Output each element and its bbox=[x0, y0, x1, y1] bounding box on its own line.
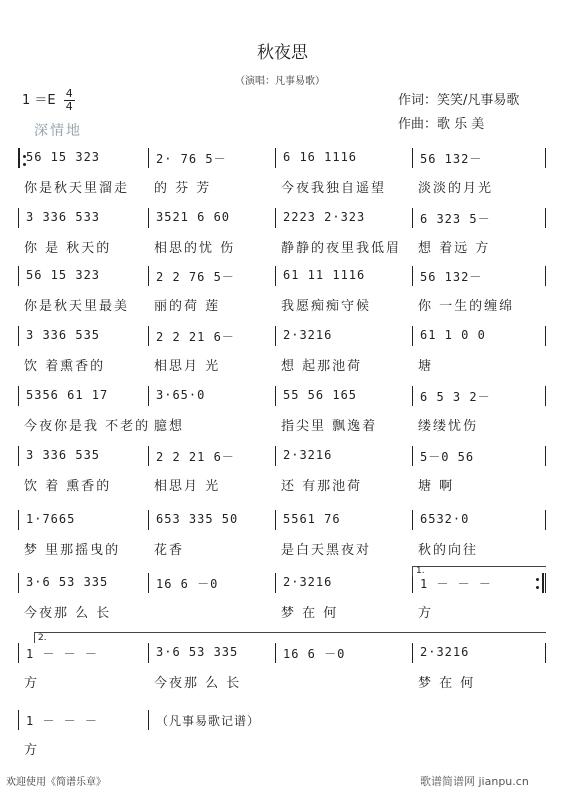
barline bbox=[545, 510, 546, 530]
measure-lyrics: 你是秋天里溜走 bbox=[24, 181, 130, 196]
barline bbox=[412, 266, 413, 286]
singer-credit: （演唱：凡事易歌） bbox=[235, 76, 325, 87]
measure-lyrics: 的 芬 芳 bbox=[154, 181, 212, 196]
barline bbox=[545, 208, 546, 228]
mood-marking: 深情地 bbox=[34, 123, 82, 139]
barline bbox=[545, 266, 546, 286]
measure-notes: 5356 61 17 bbox=[26, 388, 109, 402]
measure-notes: 1 － － － bbox=[420, 577, 492, 591]
measure-lyrics: 淡淡的月光 bbox=[418, 181, 494, 196]
measure-notes: 16 6 －0 bbox=[283, 647, 346, 661]
measure-notes: 2·3216 bbox=[283, 328, 333, 342]
barline bbox=[275, 326, 276, 346]
measure-notes: 3 336 533 bbox=[26, 210, 101, 224]
footer-right: 歌谱简谱网 jianpu.cn bbox=[420, 775, 529, 788]
barline bbox=[148, 266, 149, 286]
measure-notes: 3 336 535 bbox=[26, 328, 101, 342]
measure-lyrics: 方 bbox=[24, 743, 40, 758]
measure-notes: 2· 76 5－ bbox=[156, 152, 227, 166]
measure-lyrics: 静静的夜里我低眉 bbox=[281, 241, 402, 256]
measure-notes: 2 2 21 6－ bbox=[156, 450, 235, 464]
barline bbox=[275, 510, 276, 530]
barline bbox=[148, 386, 149, 406]
measure-notes: 3·65·0 bbox=[156, 388, 206, 402]
measure-notes: 56 15 323 bbox=[26, 150, 101, 164]
barline bbox=[18, 208, 19, 228]
measure-lyrics: 塘 bbox=[418, 359, 434, 374]
measure-notes: 6 5 3 2－ bbox=[420, 390, 491, 404]
measure-lyrics: 你 是 秋天的 bbox=[24, 241, 112, 256]
measure-lyrics: 梦 里那摇曳的 bbox=[24, 543, 121, 558]
measure-lyrics: 想 起那池荷 bbox=[281, 359, 363, 374]
measure-lyrics: 梦 在 何 bbox=[281, 606, 339, 621]
measure-notes: 2 2 21 6－ bbox=[156, 330, 235, 344]
measure-lyrics: 是白天黑夜对 bbox=[281, 543, 372, 558]
barline bbox=[412, 446, 413, 466]
measure-lyrics: 指尖里 飘逸着 bbox=[281, 419, 378, 434]
repeat-dot bbox=[23, 163, 26, 166]
repeat-dot bbox=[536, 578, 539, 581]
key-label: 1 ＝E bbox=[22, 93, 56, 108]
barline bbox=[412, 148, 413, 168]
barline bbox=[148, 573, 149, 593]
measure-notes: 5561 76 bbox=[283, 512, 341, 526]
measure-notes: 1·7665 bbox=[26, 512, 76, 526]
measure-notes: 2223 2·323 bbox=[283, 210, 366, 224]
measure-notes: 55 56 165 bbox=[283, 388, 358, 402]
measure-lyrics: 你 一生的缠绵 bbox=[418, 299, 515, 314]
measure-notes: 3 336 535 bbox=[26, 448, 101, 462]
composer-credit: 作曲：歌 乐 美 bbox=[398, 117, 485, 132]
measure-lyrics: 花香 bbox=[154, 543, 185, 558]
measure-notes: 6 16 1116 bbox=[283, 150, 358, 164]
barline bbox=[275, 643, 276, 663]
volta-first-label: 1. bbox=[416, 566, 425, 576]
barline bbox=[412, 386, 413, 406]
volta-second-label: 2. bbox=[38, 633, 47, 643]
barline bbox=[545, 386, 546, 406]
measure-notes: 3521 6 60 bbox=[156, 210, 231, 224]
measure-notes: 61 11 1116 bbox=[283, 268, 366, 282]
measure-notes: 2 2 76 5－ bbox=[156, 270, 235, 284]
barline bbox=[18, 148, 20, 168]
time-bottom: 4 bbox=[65, 100, 73, 113]
measure-notes: 6532·0 bbox=[420, 512, 470, 526]
measure-notes: 3·6 53 335 bbox=[156, 645, 239, 659]
barline bbox=[18, 710, 19, 730]
barline bbox=[18, 573, 19, 593]
barline bbox=[275, 208, 276, 228]
key-signature bbox=[22, 88, 75, 113]
barline bbox=[412, 208, 413, 228]
barline bbox=[545, 446, 546, 466]
measure-notes: 2·3216 bbox=[283, 448, 333, 462]
barline bbox=[275, 148, 276, 168]
measure-notes: 1 － － － bbox=[26, 714, 98, 728]
barline bbox=[148, 710, 149, 730]
measure-notes: 653 335 50 bbox=[156, 512, 239, 526]
measure-lyrics: 秋的向往 bbox=[418, 543, 479, 558]
repeat-dot bbox=[23, 155, 26, 158]
measure-notes: 1 － － － bbox=[26, 647, 98, 661]
measure-notes: 56 15 323 bbox=[26, 268, 101, 282]
measure-lyrics: 饮 着 熏香的 bbox=[24, 479, 112, 494]
measure-notes: 2·3216 bbox=[420, 645, 470, 659]
measure-notes: 16 6 －0 bbox=[156, 577, 219, 591]
measure-lyrics: 还 有那池荷 bbox=[281, 479, 363, 494]
barline bbox=[412, 510, 413, 530]
barline bbox=[275, 446, 276, 466]
barline bbox=[275, 386, 276, 406]
song-title: 秋夜思 bbox=[257, 43, 308, 63]
measure-lyrics: 今夜你是我 不老的 bbox=[24, 419, 151, 434]
measure-lyrics: 今夜那 么 长 bbox=[24, 606, 112, 621]
measure-notes: 6 323 5－ bbox=[420, 212, 491, 226]
measure-notes: 2·3216 bbox=[283, 575, 333, 589]
measure-lyrics: 方 bbox=[418, 606, 434, 621]
measure-lyrics: 塘 啊 bbox=[418, 479, 455, 494]
lyricist-credit: 作词：笑笑/凡事易歌 bbox=[398, 93, 520, 108]
time-signature bbox=[64, 88, 75, 113]
barline bbox=[148, 208, 149, 228]
barline bbox=[18, 266, 19, 286]
measure-lyrics: 相思月 光 bbox=[154, 479, 221, 494]
repeat-end-barline bbox=[542, 573, 544, 593]
barline bbox=[148, 148, 149, 168]
barline bbox=[18, 326, 19, 346]
barline bbox=[275, 266, 276, 286]
barline bbox=[545, 643, 546, 663]
barline bbox=[18, 446, 19, 466]
measure-lyrics: 饮 着熏香的 bbox=[24, 359, 106, 374]
measure-lyrics: 相思的忧 伤 bbox=[154, 241, 236, 256]
measure-lyrics: 方 bbox=[24, 676, 40, 691]
measure-lyrics: 你是秋天里最美 bbox=[24, 299, 130, 314]
footer-left: 欢迎使用《简谱乐章》 bbox=[6, 777, 106, 788]
measure-notes: 56 132－ bbox=[420, 270, 483, 284]
volta-first bbox=[412, 566, 546, 577]
measure-notes: 61 1 0 0 bbox=[420, 328, 486, 342]
volta-second bbox=[34, 632, 546, 643]
measure-lyrics: 丽的荷 莲 bbox=[154, 299, 221, 314]
barline bbox=[148, 510, 149, 530]
measure-lyrics: 我愿痴痴守候 bbox=[281, 299, 372, 314]
barline bbox=[148, 643, 149, 663]
barline bbox=[545, 148, 546, 168]
barline bbox=[18, 510, 19, 530]
measure-notes: 56 132－ bbox=[420, 152, 483, 166]
measure-lyrics: 相思月 光 bbox=[154, 359, 221, 374]
barline bbox=[148, 326, 149, 346]
measure-notes: （凡事易歌记谱） bbox=[156, 714, 261, 728]
time-top: 4 bbox=[65, 87, 73, 100]
barline bbox=[412, 643, 413, 663]
barline bbox=[18, 643, 19, 663]
measure-lyrics: 梦 在 何 bbox=[418, 676, 476, 691]
barline bbox=[18, 386, 19, 406]
measure-lyrics: 今夜我独自遥望 bbox=[281, 181, 387, 196]
barline bbox=[148, 446, 149, 466]
measure-lyrics: 想 着远 方 bbox=[418, 241, 491, 256]
barline bbox=[275, 573, 276, 593]
barline bbox=[545, 326, 546, 346]
measure-notes: 3·6 53 335 bbox=[26, 575, 109, 589]
barline bbox=[412, 326, 413, 346]
measure-lyrics: 臆想 bbox=[154, 419, 185, 434]
repeat-dot bbox=[536, 586, 539, 589]
measure-notes: 5－0 56 bbox=[420, 450, 475, 464]
measure-lyrics: 缕缕忧伤 bbox=[418, 419, 479, 434]
measure-lyrics: 今夜那 么 长 bbox=[154, 676, 242, 691]
